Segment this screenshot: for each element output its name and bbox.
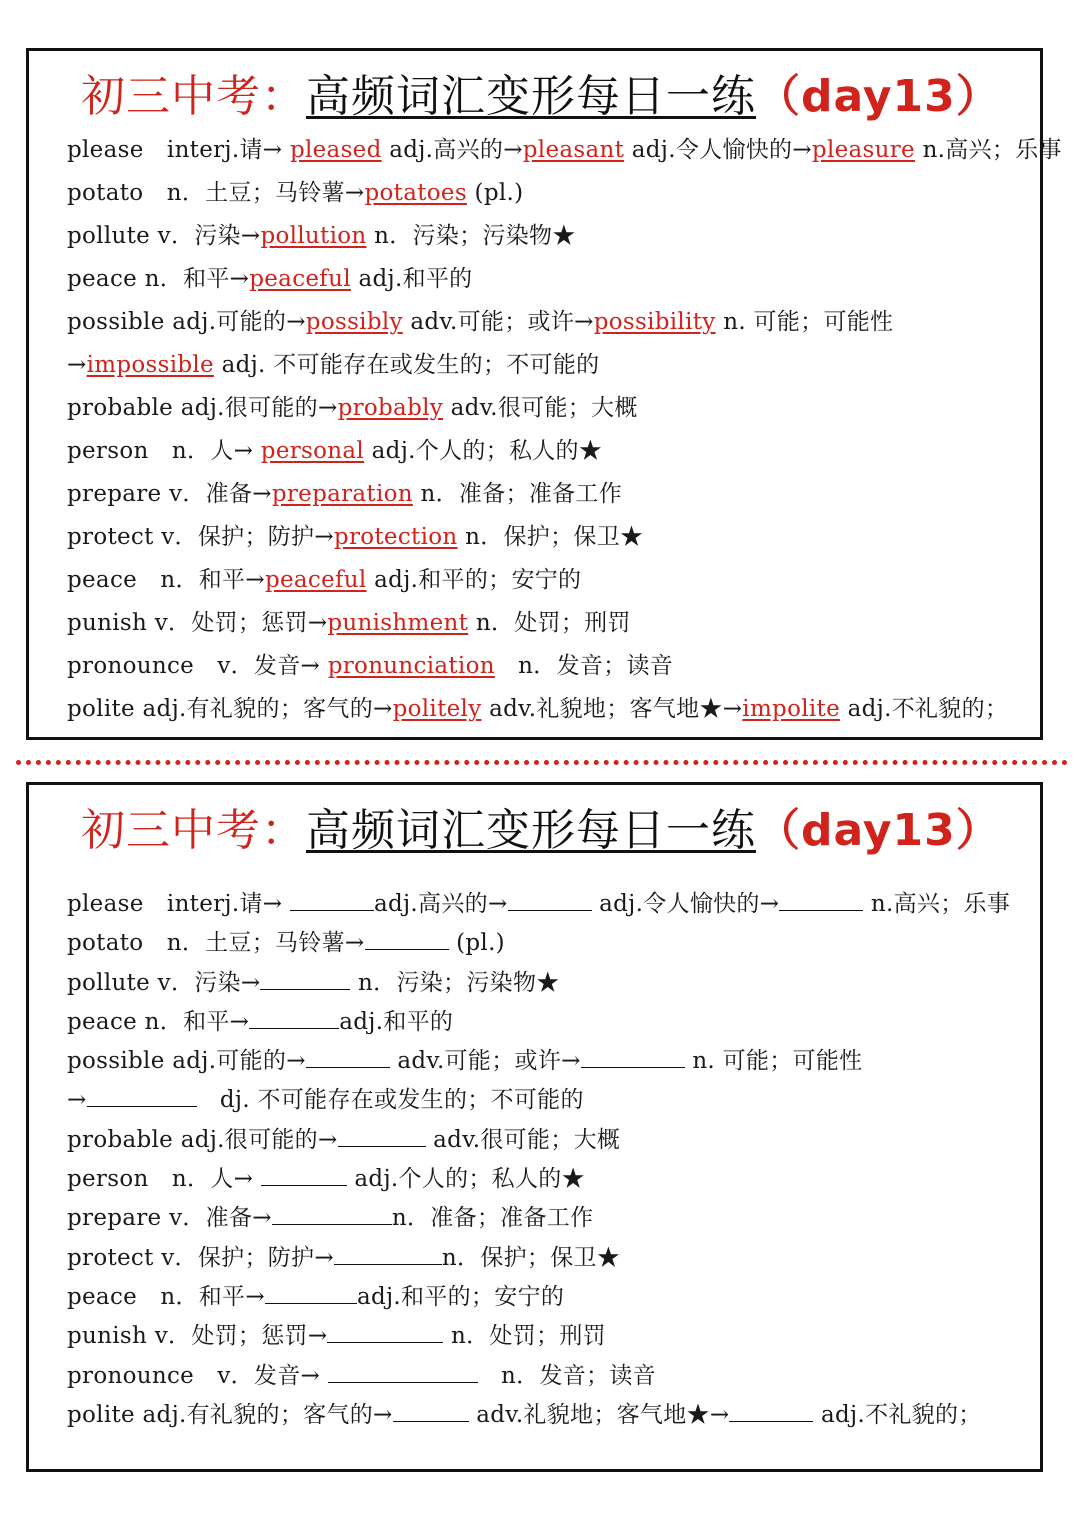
line-text: potato n．土豆；马铃薯→: [67, 180, 365, 206]
line-text: polite adj.有礼貌的；客气的→: [67, 696, 393, 722]
blank-field: [779, 892, 863, 911]
line-text: please interj.请→: [67, 891, 290, 917]
answer-word: probably: [337, 395, 444, 421]
exercise-line: [67, 1357, 1030, 1396]
exercise-line: [67, 964, 1030, 1003]
answer-line: [67, 387, 1030, 430]
blank-field: [508, 892, 592, 911]
line-text: adj.高兴的→: [381, 137, 523, 163]
line-text: adj.令人愉快的→: [591, 891, 780, 917]
line-text: prepare v．准备→: [67, 1205, 272, 1232]
blank-field: [328, 1364, 478, 1383]
answer-line: [67, 258, 1030, 301]
line-text: →: [67, 1087, 87, 1114]
line-text: probable adj.很可能的→: [67, 1126, 338, 1153]
line-text: possible adj.可能的→: [67, 309, 306, 335]
blank-field: [290, 892, 374, 911]
line-text: n．污染；污染物★: [366, 223, 576, 249]
exercise-line: [67, 1160, 1030, 1199]
answer-word: impolite: [742, 696, 840, 722]
exercise-card: [26, 782, 1043, 1472]
line-text: n．发音；读音: [477, 1362, 656, 1389]
answer-word: pollution: [260, 223, 367, 249]
answer-word: personal: [260, 438, 365, 464]
answer-line: [67, 430, 1030, 473]
answer-word: preparation: [271, 481, 413, 507]
exercise-line: [67, 1121, 1030, 1160]
line-text: potato n．土豆；马铃薯→: [67, 930, 365, 957]
blank-field: [249, 1010, 339, 1029]
title-prefix: 初三中考：: [81, 71, 306, 122]
blank-field: [393, 1403, 469, 1422]
blank-field: [365, 931, 449, 950]
card-title: [81, 803, 1001, 859]
line-text: possible adj.可能的→: [67, 1048, 306, 1075]
line-text: peace n．和平→: [67, 1283, 265, 1310]
exercise-line: [67, 1317, 1030, 1356]
line-text: prepare v．准备→: [67, 481, 272, 507]
blank-field: [261, 1167, 347, 1186]
blank-field: [87, 1088, 197, 1107]
line-text: n．准备；准备工作: [391, 1205, 594, 1232]
line-text: adv.礼貌地；客气地★→: [468, 1401, 730, 1428]
exercise-line: [67, 1081, 1030, 1120]
answer-line: [67, 215, 1030, 258]
line-text: n．准备；准备工作: [412, 481, 623, 507]
answer-line: [67, 602, 1030, 645]
blank-field: [327, 1324, 443, 1343]
line-text: adv.可能；或许→: [402, 309, 594, 335]
line-text: pronounce v．发音→: [67, 1362, 328, 1389]
title-main: 高频词汇变形每日一练: [306, 805, 756, 856]
exercise-list: [67, 885, 1030, 1435]
line-text: adj.和平的；安宁的: [356, 1283, 565, 1310]
line-text: adj.高兴的→: [373, 891, 508, 917]
blank-field: [272, 1206, 392, 1225]
answer-word: pleased: [289, 137, 382, 163]
line-text: n. 可能；可能性: [684, 1048, 863, 1075]
line-text: adv.礼貌地；客气地★→: [481, 696, 743, 722]
title-prefix: 初三中考：: [81, 805, 306, 856]
title-main: 高频词汇变形每日一练: [306, 71, 756, 122]
blank-field: [581, 1049, 685, 1068]
answer-line: [67, 645, 1030, 688]
answer-word: protection: [333, 524, 458, 550]
line-text: n．保护；保卫★: [457, 524, 644, 550]
line-text: probable adj.很可能的→: [67, 395, 338, 421]
answer-word: punishment: [327, 610, 469, 636]
line-text: peace n．和平→: [67, 1008, 250, 1035]
answer-line: [67, 688, 1030, 731]
answer-card: [26, 48, 1062, 740]
answer-word: peaceful: [264, 567, 367, 593]
answer-word: peaceful: [249, 266, 351, 292]
line-text: adv.很可能；大概: [443, 395, 638, 421]
line-text: adj.不礼貌的；: [840, 696, 1009, 722]
line-text: pollute v．污染→: [67, 969, 261, 996]
answer-line: [67, 129, 1062, 172]
line-text: protect v．保护；防护→: [67, 1244, 334, 1271]
answer-word: pleasure: [811, 137, 915, 163]
line-text: punish v．处罚；惩罚→: [67, 1323, 328, 1350]
line-text: adv.可能；或许→: [389, 1048, 581, 1075]
answer-line: [67, 516, 1030, 559]
line-text: polite adj.有礼貌的；客气的→: [67, 1401, 393, 1428]
answer-word: possibly: [305, 309, 403, 335]
line-text: person n．人→: [67, 1166, 261, 1193]
line-text: person n．人→: [67, 438, 261, 464]
answer-word: pleasant: [522, 137, 625, 163]
line-text: peace n．和平→: [67, 266, 250, 292]
answer-word: pronunciation: [327, 653, 495, 679]
line-text: n．保护；保卫★: [441, 1244, 621, 1271]
line-text: pollute v．污染→: [67, 223, 261, 249]
blank-field: [334, 1246, 442, 1265]
blank-field: [729, 1403, 813, 1422]
exercise-line: [67, 885, 1030, 924]
line-text: n.高兴；乐事: [914, 137, 1062, 163]
exercise-line: [67, 1396, 1030, 1435]
exercise-line: [67, 924, 1030, 963]
exercise-line: [67, 1199, 1030, 1238]
line-text: (pl.): [448, 930, 505, 957]
line-text: n. 可能；可能性: [715, 309, 894, 335]
exercise-line: [67, 1042, 1030, 1081]
line-text: adj.个人的；私人的★: [346, 1166, 585, 1193]
exercise-line: [67, 1239, 1030, 1278]
line-text: adj.个人的；私人的★: [364, 438, 603, 464]
line-text: pronounce v．发音→: [67, 653, 328, 679]
answer-word: possibility: [593, 309, 716, 335]
answer-list: [67, 129, 1062, 731]
line-text: →: [67, 352, 87, 378]
answer-line: [67, 301, 1030, 344]
blank-field: [338, 1128, 426, 1147]
line-text: punish v．处罚；惩罚→: [67, 610, 328, 636]
answer-line: [67, 473, 1030, 516]
line-text: n．污染；污染物★: [350, 969, 560, 996]
answer-line: [67, 344, 1030, 387]
answer-word: potatoes: [364, 180, 467, 206]
line-text: n.高兴；乐事: [863, 891, 1011, 917]
blank-field: [265, 1285, 357, 1304]
line-text: n．处罚；刑罚: [468, 610, 631, 636]
line-text: adv.很可能；大概: [425, 1126, 621, 1153]
blank-field: [306, 1049, 390, 1068]
line-text: adj.不礼貌的；: [813, 1401, 982, 1428]
line-text: (pl.): [466, 180, 524, 206]
line-text: adj.和平的: [350, 266, 473, 292]
answer-word: politely: [392, 696, 482, 722]
line-text: adj. 不可能存在或发生的；不可能的: [213, 352, 600, 378]
answer-line: [67, 559, 1030, 602]
card-title: [81, 69, 1001, 125]
line-text: n．发音；读音: [494, 653, 674, 679]
exercise-line: [67, 1003, 1030, 1042]
line-text: dj. 不可能存在或发生的；不可能的: [196, 1087, 584, 1114]
title-day: （day13）: [756, 71, 1001, 122]
answer-word: impossible: [86, 352, 214, 378]
line-text: adj.令人愉快的→: [624, 137, 812, 163]
line-text: adj.和平的: [339, 1008, 454, 1035]
line-text: n．处罚；刑罚: [443, 1323, 606, 1350]
line-text: adj.和平的；安宁的: [366, 567, 582, 593]
line-text: please interj.请→: [67, 137, 290, 163]
line-text: protect v．保护；防护→: [67, 524, 334, 550]
answer-line: [67, 172, 1030, 215]
exercise-line: [67, 1278, 1030, 1317]
title-day: （day13）: [756, 805, 1001, 856]
line-text: peace n．和平→: [67, 567, 265, 593]
blank-field: [260, 971, 350, 990]
dotted-divider: [16, 760, 1068, 765]
